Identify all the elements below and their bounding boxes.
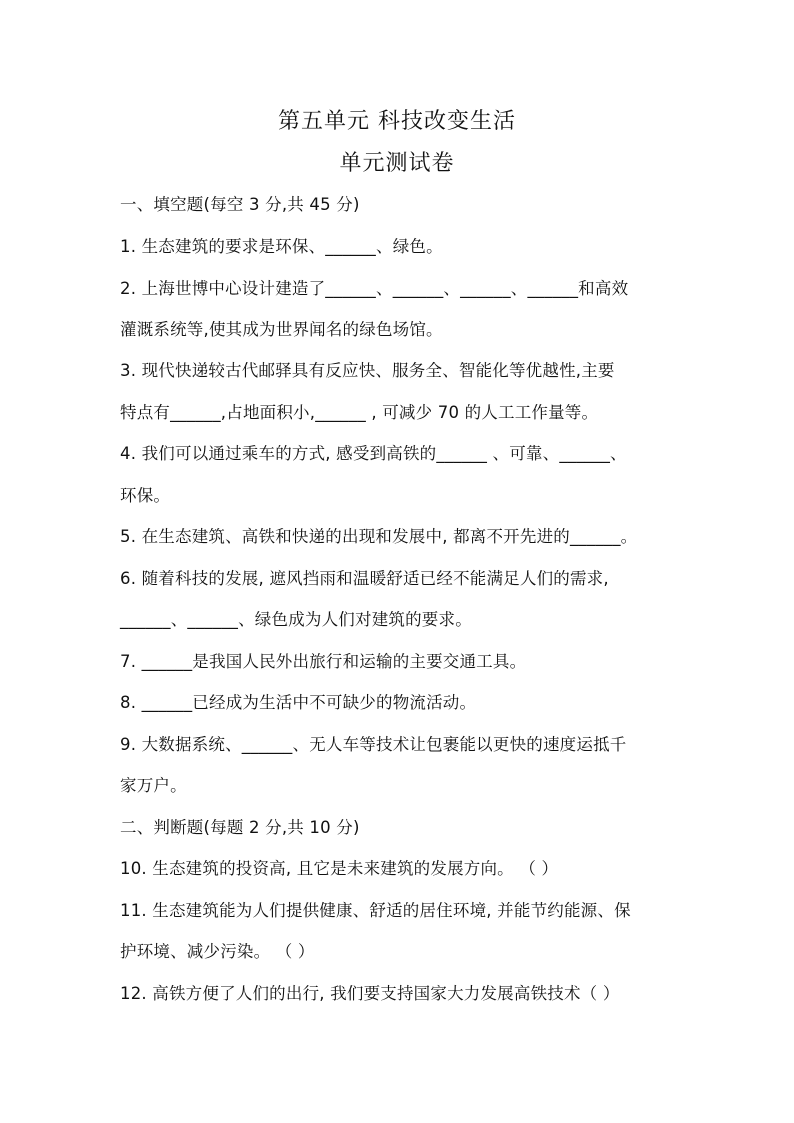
- question-9-line-1: 9. 大数据系统、______、无人车等技术让包裹能以更快的速度运抵千: [120, 735, 627, 754]
- section-heading-fill-in: 一、填空题(每空 3 分,共 45 分): [120, 195, 360, 214]
- question-4-line-2: 环保。: [120, 486, 171, 505]
- question-3-line-2: 特点有______,占地面积小,______ , 可减少 70 的人工工作量等。: [120, 403, 599, 422]
- question-7: 7. ______是我国人民外出旅行和运输的主要交通工具。: [120, 652, 527, 671]
- question-8: 8. ______已经成为生活中不可缺少的物流活动。: [120, 693, 477, 712]
- question-10: 10. 生态建筑的投资高, 且它是未来建筑的发展方向。 （ ）: [120, 859, 559, 878]
- question-2-line-1: 2. 上海世博中心设计建造了______、______、______、______和高效: [120, 279, 629, 298]
- question-6-line-1: 6. 随着科技的发展, 遮风挡雨和温暖舒适已经不能满足人们的需求,: [120, 569, 609, 588]
- question-1: 1. 生态建筑的要求是环保、______、绿色。: [120, 237, 443, 256]
- question-3-line-1: 3. 现代快递较古代邮驿具有反应快、服务全、智能化等优越性,主要: [120, 361, 615, 380]
- question-9-line-2: 家万户。: [120, 776, 187, 795]
- question-5: 5. 在生态建筑、高铁和快递的出现和发展中, 都离不开先进的______。: [120, 527, 638, 546]
- question-4-line-1: 4. 我们可以通过乘车的方式, 感受到高铁的______ 、可靠、______、: [120, 444, 627, 463]
- question-2-line-2: 灌溉系统等,使其成为世界闻名的绿色场馆。: [120, 320, 443, 339]
- section-heading-true-false: 二、判断题(每题 2 分,共 10 分): [120, 818, 360, 837]
- question-11-line-2: 护环境、减少污染。 （ ）: [120, 942, 315, 961]
- question-11-line-1: 11. 生态建筑能为人们提供健康、舒适的居住环境, 并能节约能源、保: [120, 901, 631, 920]
- page-title: 第五单元 科技改变生活: [278, 109, 516, 134]
- question-12: 12. 高铁方便了人们的出行, 我们要支持国家大力发展高铁技术（ ）: [120, 984, 620, 1003]
- question-6-line-2: ______、______、绿色成为人们对建筑的要求。: [120, 610, 472, 629]
- page-subtitle: 单元测试卷: [339, 151, 455, 176]
